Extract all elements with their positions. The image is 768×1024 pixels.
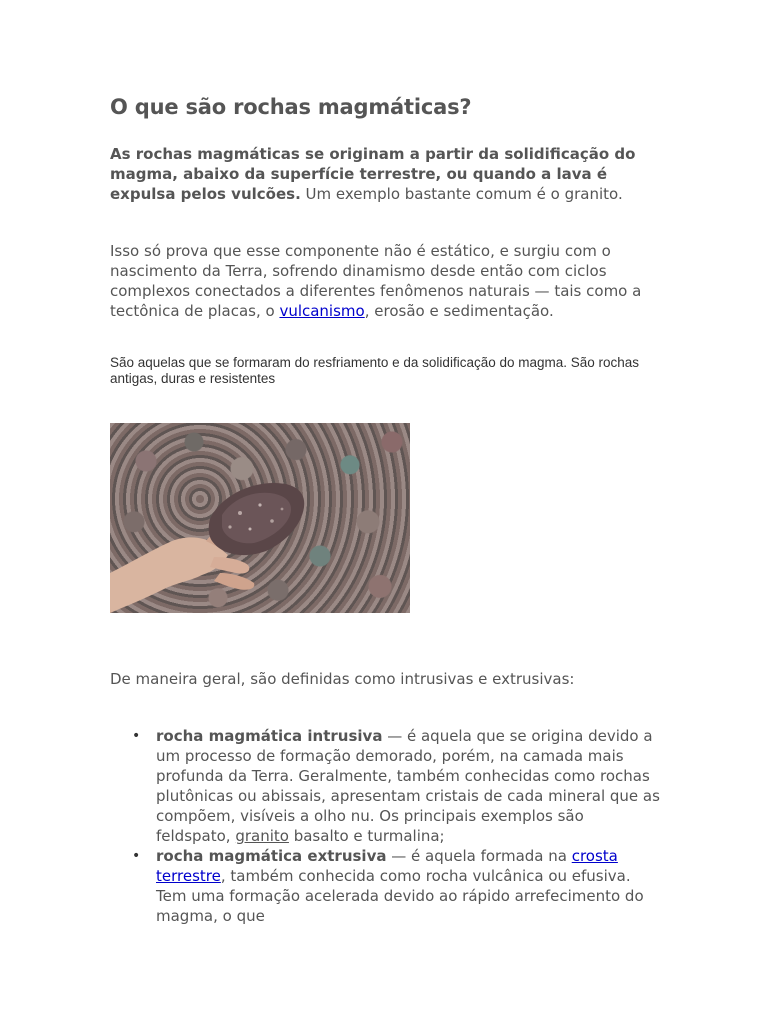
bullet-icon: • xyxy=(132,848,141,864)
granito-link[interactable]: granito xyxy=(235,827,289,845)
lead-paragraph xyxy=(110,144,660,204)
list-item-text-before: — é aquela que se origina devido a um processo de formação demorado, porém, na camada mais profunda da Terra. Geralmente, também conhecidas como rochas plutônicas ou abissais, apresentam cristais de cada mineral que as compõem, visíveis a olho nu. Os principais exemplos são feldspato, xyxy=(156,727,660,845)
bullet-icon: • xyxy=(132,728,141,744)
page-title: O que são rochas magmáticas? xyxy=(110,95,472,119)
history-text-before: Isso só prova que esse componente não é estático, e surgiu com o nascimento da Terra, sofrendo dinamismo desde então com ciclos complexos conectados a diferentes fenômenos naturais — tais como a tectônica de placas, o xyxy=(110,242,642,320)
lead-bold-text: As rochas magmáticas se originam a partir da solidificação do magma, abaixo da superfície terrestre, ou quando a lava é expulsa pelos vulcões. xyxy=(110,145,636,203)
list-item-text-after: , também conhecida como rocha vulcânica ou efusiva. Tem uma formação acelerada devido ao rápido arrefecimento do magma, o que xyxy=(156,867,644,925)
lead-normal-text: Um exemplo bastante comum é o granito. xyxy=(300,185,623,203)
list-item-text-after: basalto e turmalina; xyxy=(288,827,445,845)
rock-type-list xyxy=(110,726,660,926)
rock-in-hand-photo xyxy=(110,423,410,613)
list-item-term: rocha magmática intrusiva xyxy=(156,727,383,745)
history-text-after: , erosão e sedimentação. xyxy=(364,302,554,320)
list-item xyxy=(132,846,660,926)
vulcanismo-link[interactable]: vulcanismo xyxy=(279,302,365,320)
list-item xyxy=(132,726,660,846)
list-item-text-before: — é aquela formada na xyxy=(386,847,572,865)
crosta-terrestre-link[interactable]: crosta terrestre xyxy=(156,847,618,885)
list-item-term: rocha magmática extrusiva xyxy=(156,847,387,865)
article-body xyxy=(110,92,660,926)
hand-holding-rock-illustration xyxy=(110,423,410,613)
image-caption: São aquelas que se formaram do resfriamento e da solidificação do magma. São rochas antigas, duras e resistentes xyxy=(110,355,640,386)
classification-intro: De maneira geral, são definidas como intrusivas e extrusivas: xyxy=(110,670,575,688)
history-paragraph xyxy=(110,241,660,321)
